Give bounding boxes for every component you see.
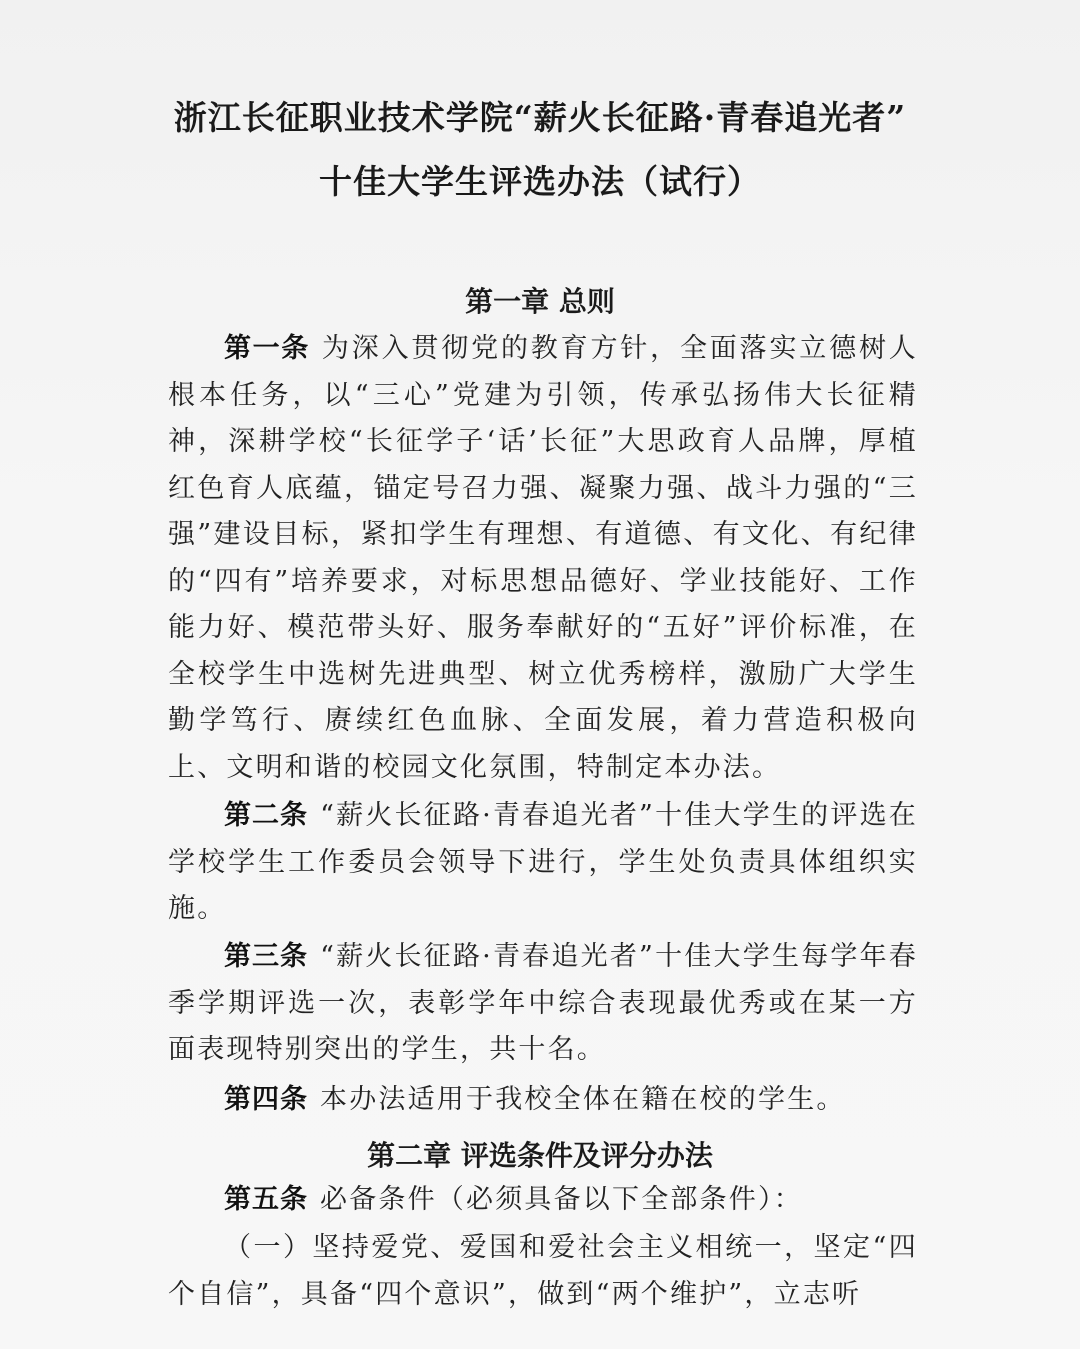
article-label: 第一条 <box>224 333 310 364</box>
article-5 <box>168 1177 918 1224</box>
document-title-line-2: 十佳大学生评选办法（试行） <box>319 162 761 201</box>
article-label: 第五条 <box>224 1184 308 1215</box>
chapter-heading-2: 第二章 评选条件及评分办法 <box>367 1139 713 1172</box>
article-text: 必备条件（必须具备以下全部条件）： <box>320 1184 803 1215</box>
article-label: 第二条 <box>224 800 309 831</box>
article-3 <box>168 934 918 1074</box>
article-1 <box>168 326 918 791</box>
article-text: 本办法适用于我校全体在籍在校的学生。 <box>320 1084 846 1115</box>
article-4 <box>168 1077 918 1124</box>
condition-item-1: （一）坚持爱党、爱国和爱社会主义相统一，坚定“四个自信”，具备“四个意识”，做到“两个维护”，立志听 <box>168 1232 918 1310</box>
article-text: 为深入贯彻党的教育方针，全面落实立德树人根本任务，以“三心”党建为引领，传承弘扬伟大长征精神，深耕学校“长征学子‘话’长征”大思政育人品牌，厚植红色育人底蕴，锚定号召力强、凝聚力强、战斗力强的“三强”建设目标，紧扣学生有理想、有道德、有文化、有纪律的“四有”培养要求，对标思想品德好、学业技能好、工作能力好、模范带头好、服务奉献好的“五好”评价标准，在全校学生中选树先进典型、树立优秀榜样，激励广大学生勤学笃行、赓续红色血脉、全面发展，着力营造积极向上、文明和谐的校园文化氛围，特制定本办法。 <box>168 333 919 783</box>
article-label: 第三条 <box>224 941 309 972</box>
article-2 <box>168 793 918 933</box>
chapter-heading-1: 第一章 总则 <box>465 285 615 318</box>
article-text: “薪火长征路·青春追光者”十佳大学生的评选在学校学生工作委员会领导下进行，学生处负责具体组织实施。 <box>168 800 919 924</box>
article-text: “薪火长征路·青春追光者”十佳大学生每学年春季学期评选一次，表彰学年中综合表现最优秀或在某一方面表现特别突出的学生，共十名。 <box>168 941 919 1065</box>
article-label: 第四条 <box>224 1084 308 1115</box>
document-title-line-1: 浙江长征职业技术学院“薪火长征路·青春追光者” <box>173 98 907 137</box>
